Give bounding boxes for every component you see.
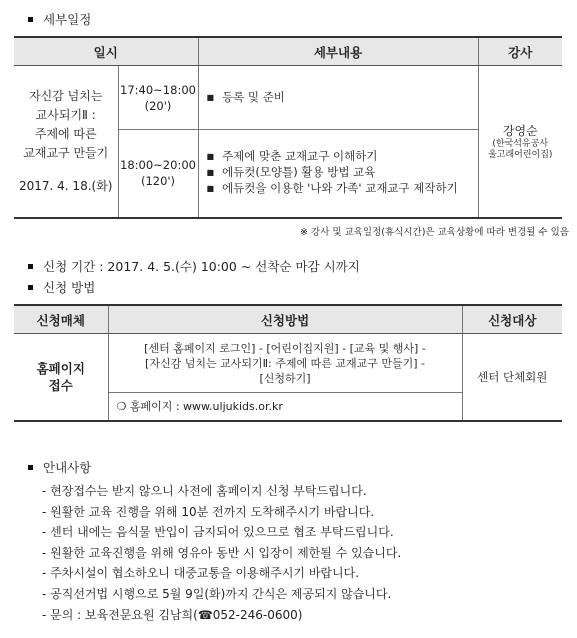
notice-item: - 원활한 교육 진행을 위해 10분 전까지 도착해주시기 바랍니다. [42, 504, 375, 519]
method-header-row [14, 305, 562, 334]
method-step-line: [자신감 넘치는 교사되기Ⅱ: 주제에 따른 교재교구 만들기] - [145, 356, 425, 370]
apply-method-heading [28, 278, 95, 296]
square-bullet-icon [28, 17, 33, 22]
session-content-cell [198, 66, 478, 130]
notice-item: - 센터 내에는 음식물 반입이 금지되어 있으므로 협조 부탁드립니다. [42, 525, 394, 540]
session-item: ■ 에듀컷을 이용한 '나와 가족' 교재교구 제작하기 [207, 181, 478, 197]
detail-schedule-heading [28, 10, 91, 28]
apply-period-heading [28, 257, 360, 275]
notice-heading [28, 458, 91, 476]
medium-line: 홈페이지 [36, 360, 85, 376]
program-date-cell [14, 66, 118, 218]
session-time-cell [118, 130, 198, 218]
program-date: 2017. 4. 18.(화) [19, 178, 113, 193]
method-steps-cell [108, 334, 462, 393]
header-target: 신청대상 [462, 305, 562, 334]
schedule-header-row [14, 37, 562, 66]
medium-cell [14, 334, 108, 421]
session-content-cell [198, 130, 478, 218]
header-instructor: 강사 [478, 37, 562, 66]
square-bullet-icon [28, 285, 33, 290]
program-title-line: 교사되기Ⅱ : [35, 107, 96, 122]
session-item: ■ 주제에 맞춘 교재교구 이해하기 [207, 149, 478, 165]
method-step-line: [센터 홈페이지 로그인] - [어린이집지원] - [교육 및 행사] - [144, 341, 426, 355]
notice-item: - 주차시설이 협소하오니 대중교통을 이용해주시기 바랍니다. [42, 566, 360, 581]
detail-schedule-title: 세부일정 [43, 12, 92, 27]
method-row [14, 334, 562, 393]
method-step-line: [신청하기] [259, 371, 311, 385]
program-title-line: 교재교구 만들기 [23, 145, 109, 160]
notice-item: - 원활한 교육진행을 위해 영유아 동반 시 입장이 제한될 수 있습니다. [42, 545, 402, 560]
header-datetime: 일시 [14, 37, 198, 66]
session-duration: (120') [140, 174, 176, 189]
notice-list [42, 481, 401, 625]
header-content: 세부내용 [198, 37, 478, 66]
instructor-org: (한국석유공사 [492, 138, 549, 149]
instructor-cell [478, 66, 562, 218]
header-medium: 신청매체 [14, 305, 108, 334]
apply-period-text: 신청 기간 : 2017. 4. 5.(수) 10:00 ~ 선착순 마감 시까지 [43, 259, 360, 274]
homepage-link[interactable]: ❍ 홈페이지 : www.uljukids.or.kr [108, 393, 462, 421]
header-method: 신청방법 [108, 305, 462, 334]
session-item: ■ 에듀컷(모양틀) 활용 방법 교육 [207, 165, 478, 181]
schedule-row [14, 66, 562, 130]
instructor-name: 강영순 [502, 123, 538, 138]
session-content-list [199, 90, 478, 106]
session-content-list [199, 149, 478, 197]
method-table [14, 304, 562, 422]
instructor-org: 울고래어린이집) [488, 149, 553, 160]
apply-method-title: 신청 방법 [43, 280, 96, 295]
medium-line: 접수 [48, 377, 73, 393]
square-bullet-icon [28, 465, 33, 470]
session-time: 17:40~18:00 [120, 82, 196, 97]
notice-item: - 문의 : 보육전문요원 김남희(☎052-246-0600) [42, 607, 303, 622]
program-title-line: 자신감 넘치는 [29, 88, 103, 103]
session-duration: (20') [144, 98, 172, 113]
notice-title: 안내사항 [43, 460, 92, 475]
program-title-line: 주제에 따른 [34, 126, 97, 141]
session-time-cell [118, 66, 198, 130]
schedule-note: ※ 강사 및 교육일정(휴식시간)은 교육상황에 따라 변경될 수 있음 [300, 227, 569, 238]
target-cell: 센터 단체회원 [462, 334, 562, 421]
session-time: 18:00~20:00 [120, 158, 196, 173]
square-bullet-icon [28, 264, 33, 269]
notice-item: - 현장접수는 받지 않으니 사전에 홈페이지 신청 부탁드립니다. [42, 484, 367, 498]
session-item: ■ 등록 및 준비 [207, 90, 478, 106]
notice-item: - 공직선거법 시행으로 5월 9일(화)까지 간식은 제공되지 않습니다. [42, 586, 392, 601]
schedule-table [14, 36, 562, 219]
